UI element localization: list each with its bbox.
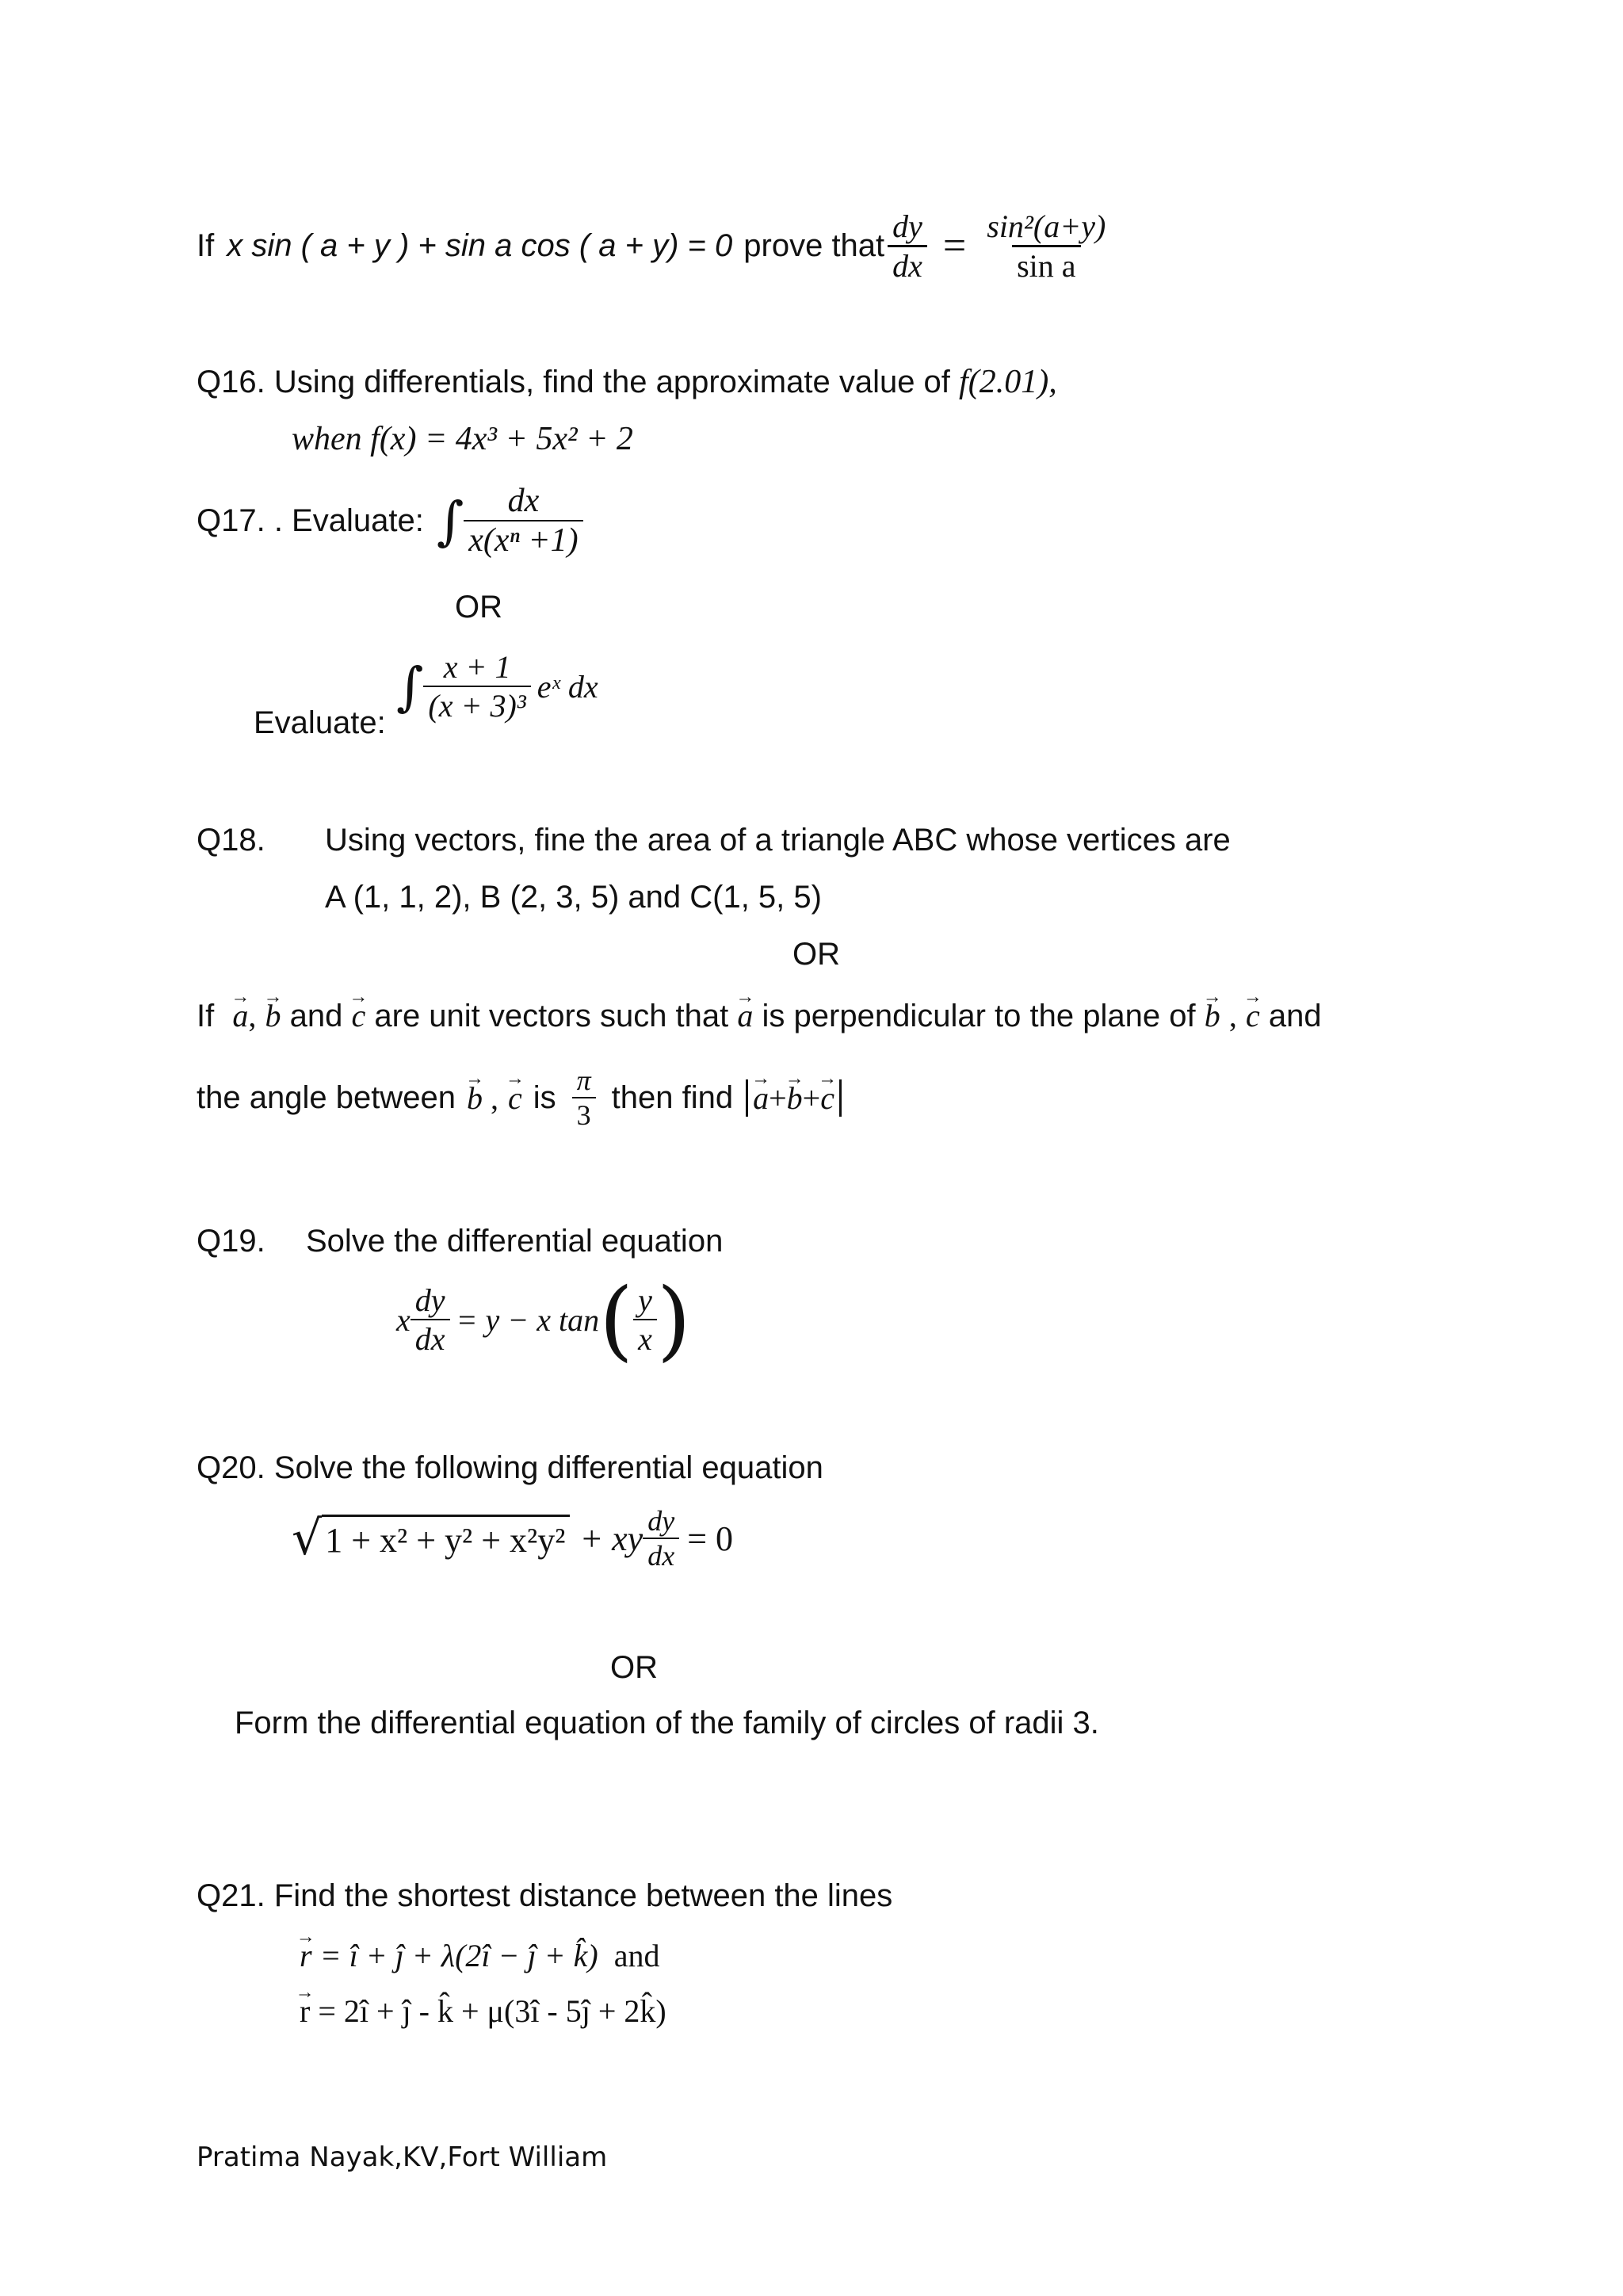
q16-question xyxy=(197,363,1057,401)
q19-equation xyxy=(396,1269,691,1370)
vec-b-1: → b xyxy=(265,997,281,1034)
q18-alt-is: is xyxy=(533,1079,556,1115)
right-paren: ) xyxy=(656,1269,691,1370)
q19-rhs: = y − x tan xyxy=(456,1301,600,1338)
q15-statement xyxy=(197,208,1110,285)
q18-then-find: then find xyxy=(611,1079,734,1115)
q15-dx: dx xyxy=(888,245,927,285)
q19-x2: x xyxy=(633,1319,657,1358)
q17-int1-num: dx xyxy=(507,483,540,519)
q15-rhs-den: sin a xyxy=(1012,245,1080,285)
q21-label: Q21. Find the shortest distance between the lines xyxy=(197,1878,893,1913)
q16-when: when f(x) = 4x³ + 5x² + 2 xyxy=(292,421,633,457)
vec-c-4: → c xyxy=(820,1079,834,1117)
q20-alt: Form the differential equation of the family of circles of radii 3. xyxy=(235,1706,1099,1740)
q17-integrand-2 xyxy=(423,648,530,724)
vec-b-4: → b xyxy=(787,1079,803,1117)
q18-or: OR xyxy=(792,937,840,972)
vec-a-1: → a xyxy=(232,997,248,1034)
q17-question xyxy=(197,482,583,560)
q18-line1: Using vectors, fine the area of a triangle ABC whose vertices are xyxy=(325,823,1231,858)
q20-label: Q20. Solve the following differential equation xyxy=(197,1450,823,1485)
q16-fx: f(2.01), xyxy=(959,364,1057,400)
q18-alt-line2 xyxy=(197,1064,842,1132)
q20-dx: dx xyxy=(643,1538,679,1572)
q15-equation: x sin ( a + y ) + sin a cos ( a + y) = 0 xyxy=(227,228,733,263)
q15-dy-dx xyxy=(888,208,927,285)
pi-over-3 xyxy=(572,1064,596,1132)
q17-label: Q17. . Evaluate: xyxy=(197,502,424,538)
vec-a-3: → a xyxy=(753,1079,769,1117)
q16-label: Q16. Using differentials, find the approximate value of xyxy=(197,365,950,399)
q18-line2: A (1, 1, 2), B (2, 3, 5) and C(1, 5, 5) xyxy=(325,880,822,915)
q18-alt-and2: and xyxy=(1268,999,1322,1033)
q20-dy-dx xyxy=(643,1504,679,1572)
q20-or: OR xyxy=(610,1650,658,1685)
q19-y-over-x xyxy=(633,1282,657,1358)
pi: π xyxy=(576,1064,591,1096)
square-root xyxy=(292,1511,570,1566)
q20-radicand: 1 + x² + y² + x²y² xyxy=(322,1515,570,1562)
q19-dx: dx xyxy=(411,1319,450,1358)
q18-alt-if: If xyxy=(197,999,215,1033)
q19-dy: dy xyxy=(414,1282,445,1318)
vec-b-3: → b xyxy=(467,1079,483,1117)
q21-line1 xyxy=(300,1937,659,1974)
q18-alt-mid: are unit vectors such that xyxy=(374,999,729,1033)
q17-integrand-1 xyxy=(464,482,582,560)
vec-c-3: → c xyxy=(508,1079,522,1117)
q15-prove-that: prove that xyxy=(743,228,885,263)
q20-plus-xy: + xy xyxy=(579,1519,643,1558)
q17-int2-tail: eˣ dx xyxy=(537,668,598,705)
q15-rhs-num: sin²(a+y) xyxy=(987,208,1106,244)
q17-int2-num: x + 1 xyxy=(443,649,511,685)
q19-y: y xyxy=(638,1282,652,1318)
q17-int1-den: x(xⁿ +1) xyxy=(464,520,582,560)
q21-line1-eq: = î + ĵ + λ(2î − ĵ + k̂) xyxy=(319,1938,598,1973)
q20-equation xyxy=(292,1504,733,1572)
q15-dy: dy xyxy=(892,208,922,244)
vec-c-2: → c xyxy=(1246,997,1260,1034)
q19-dy-dx xyxy=(411,1282,450,1358)
plus-2: + xyxy=(802,1079,821,1116)
q20-dy: dy xyxy=(647,1505,675,1537)
integral-sign-2: ∫ xyxy=(396,655,424,717)
q18-label: Q18. xyxy=(197,823,265,858)
q17-int2-den: (x + 3)³ xyxy=(423,686,530,724)
q15-prefix: If xyxy=(197,228,215,263)
comma-2: , xyxy=(1228,998,1237,1033)
plus-1: + xyxy=(769,1079,787,1116)
q18-alt-perp: is perpendicular to the plane of xyxy=(762,999,1196,1033)
q20-eq0: = 0 xyxy=(687,1519,734,1558)
q19-label: Q19. xyxy=(197,1224,265,1259)
q17-evaluate-2: Evaluate: xyxy=(254,705,386,740)
comma-3: , xyxy=(490,1079,498,1116)
integral-sign-1: ∫ xyxy=(436,490,464,552)
q15-rhs xyxy=(982,208,1110,285)
q18-alt-angle: the angle between xyxy=(197,1079,456,1115)
q21-line2 xyxy=(300,1992,666,2030)
vec-r-1: → r xyxy=(300,1937,312,1974)
q21-line2-eq: = 2î + ĵ - k̂ + μ(3î - 5ĵ + 2k̂) xyxy=(318,1993,666,2029)
q17-integral-2 xyxy=(396,648,598,724)
q17-or: OR xyxy=(455,590,502,625)
left-paren: ( xyxy=(599,1269,634,1370)
vec-r-2: → r xyxy=(300,1992,310,2030)
vec-a-2: → a xyxy=(737,997,753,1034)
q18-alt-line1 xyxy=(197,997,1322,1034)
footer-author: Pratima Nayak,KV,Fort William xyxy=(197,2141,608,2173)
q19-text: Solve the differential equation xyxy=(306,1224,724,1259)
q21-line1-and: and xyxy=(613,1938,660,1973)
vec-b-2: → b xyxy=(1205,997,1220,1034)
vec-c-1: → c xyxy=(351,997,365,1034)
q19-x: x xyxy=(396,1301,411,1338)
q15-equals: = xyxy=(942,223,967,269)
three: 3 xyxy=(572,1097,596,1132)
q18-alt-and1: and xyxy=(289,999,343,1033)
magnitude-abc xyxy=(746,1079,842,1117)
comma-1: , xyxy=(248,998,257,1033)
radical-sign: √ xyxy=(292,1511,323,1566)
